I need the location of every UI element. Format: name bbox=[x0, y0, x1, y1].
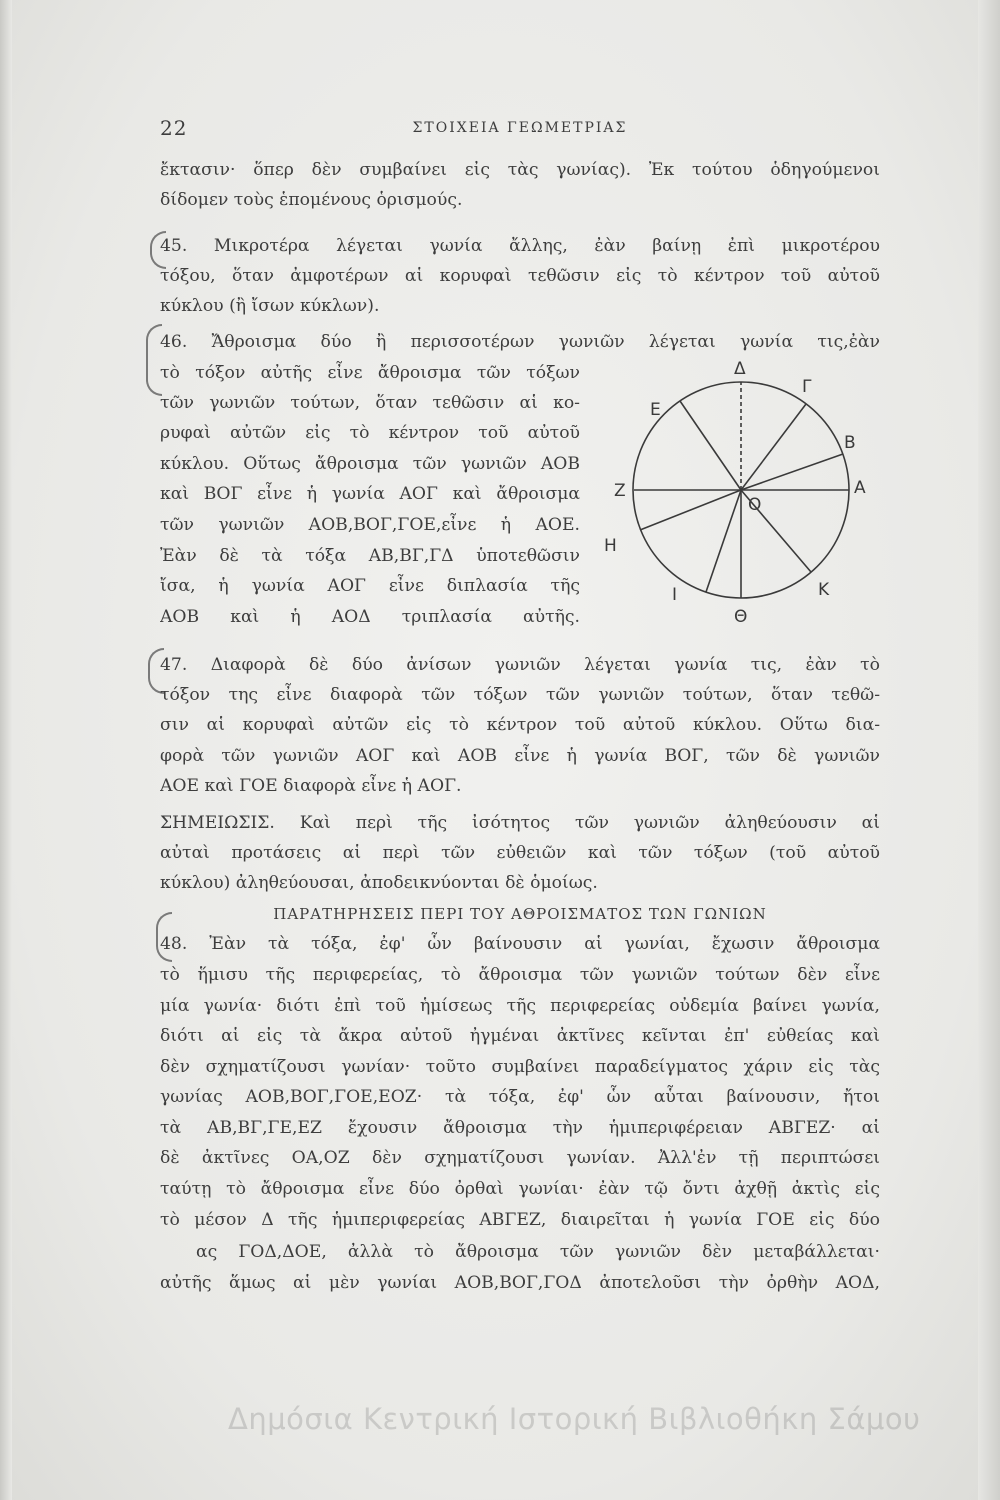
text-line: 48. Ἐὰν τὰ τόξα, ἐφ' ὧν βαίνουσιν αἱ γωνίαι, ἔχωσιν ἄθροισμα bbox=[160, 934, 880, 954]
label-Z: Z bbox=[614, 481, 626, 501]
text-line: τὸ ἥμισυ τῆς περιφερείας, τὸ ἄθροισμα τῶν γωνιῶν τούτων δὲν εἶνε bbox=[160, 965, 880, 985]
text-line: ρυφαὶ αὐτῶν εἰς τὸ κέντρον τοῦ αὐτοῦ bbox=[160, 423, 580, 443]
text-line: φορὰ τῶν γωνιῶν ΑΟΓ καὶ ΑΟΒ εἶνε ἡ γωνία ΒΟΓ, τῶν δὲ γωνιῶν bbox=[160, 746, 880, 766]
radius-OE bbox=[680, 401, 741, 490]
page-left-edge bbox=[0, 0, 12, 1500]
text-line: Ἐὰν δὲ τὰ τόξα ΑΒ,ΒΓ,ΓΔ ὑποτεθῶσιν bbox=[160, 546, 580, 566]
text-line: δὲν σχηματίζουσι γωνίαν· τοῦτο συμβαίνει παραδείγματος χάριν εἰς τὰς bbox=[160, 1057, 880, 1077]
text-line: ας ΓΟΔ,ΔΟΕ, ἀλλὰ τὸ ἄθροισμα τῶν γωνιῶν δὲν μεταβάλλεται· bbox=[196, 1242, 880, 1262]
label-I: I bbox=[672, 585, 678, 605]
text-line: αὐτῆς ἅμως αἱ μὲν γωνίαι ΑΟΒ,ΒΟΓ,ΓΟΔ ἀποτελοῦσι τὴν ὀρθὴν ΑΟΔ, bbox=[160, 1273, 880, 1293]
text-line: δίδομεν τοὺς ἑπομένους ὁρισμούς. bbox=[160, 190, 463, 210]
page-number: 22 bbox=[160, 116, 188, 140]
radius-OH bbox=[640, 490, 741, 530]
circle-angles-figure bbox=[596, 360, 888, 632]
label-B: B bbox=[844, 433, 856, 453]
label-A: A bbox=[854, 478, 866, 498]
text-line: κύκλου) ἀληθεύουσαι, ἀποδεικνύονται δὲ ὁμοίως. bbox=[160, 873, 598, 893]
text-line: διότι αἱ εἰς τὰ ἄκρα αὐτοῦ ἠγμέναι ἀκτῖνες κεῖνται ἐπ' εὐθείας καὶ bbox=[160, 1026, 880, 1046]
text-line: ΑΟΒ καὶ ἡ ΑΟΔ τριπλασία αὐτῆς. bbox=[160, 607, 580, 627]
library-watermark: Δημόσια Κεντρική Ιστορική Βιβλιοθήκη Σάμου bbox=[228, 1402, 921, 1436]
label-Theta: Θ bbox=[734, 607, 748, 627]
text-line: σιν αἱ κορυφαὶ αὐτῶν εἰς τὸ κέντρον τοῦ αὐτοῦ κύκλου. Οὕτω δια- bbox=[160, 715, 880, 735]
text-line: καὶ ΒΟΓ εἶνε ἡ γωνία ΑΟΓ καὶ ἄθροισμα bbox=[160, 484, 580, 504]
text-line: ἔκτασιν· ὅπερ δὲν συμβαίνει εἰς τὰς γωνίας). Ἐκ τούτου ὁδηγούμενοι bbox=[160, 160, 880, 180]
text-line: τὸ τόξον αὐτῆς εἶνε ἄθροισμα τῶν τόξων bbox=[160, 363, 580, 383]
text-line: τῶν γωνιῶν ΑΟΒ,ΒΟΓ,ΓΟΕ,εἶνε ἡ ΑΟΕ. bbox=[160, 515, 580, 535]
text-line: ΣΗΜΕΙΩΣΙΣ. Καὶ περὶ τῆς ἰσότητος τῶν γωνιῶν ἀληθεύουσιν αἱ bbox=[160, 813, 880, 833]
text-line: ἴσα, ἡ γωνία ΑΟΓ εἶνε διπλασία τῆς bbox=[160, 576, 580, 596]
text-line: 45. Μικροτέρα λέγεται γωνία ἄλλης, ἐὰν βαίνῃ ἐπὶ μικροτέρου bbox=[160, 236, 880, 256]
text-line: δὲ ἀκτῖνες ΟΑ,ΟΖ δὲν σχηματίζουσι γωνίαν. Ἀλλ'ἐν τῇ περιπτώσει bbox=[160, 1148, 880, 1168]
text-line: τὰ ΑΒ,ΒΓ,ΓΕ,ΕΖ ἔχουσιν ἄθροισμα τὴν ἡμιπεριφέρειαν ΑΒΓΕΖ· αἱ bbox=[160, 1118, 880, 1138]
text-line: αὐταὶ προτάσεις αἱ περὶ τῶν εὐθειῶν καὶ τῶν τόξων (τοῦ αὐτοῦ bbox=[160, 843, 880, 863]
section-heading: ΠΑΡΑΤΗΡΗΣΕΙΣ ΠΕΡΙ ΤΟΥ ΑΘΡΟΙΣΜΑΤΟΣ ΤΩΝ ΓΩΝΙΩΝ bbox=[273, 905, 767, 923]
page-right-edge bbox=[978, 0, 1000, 1500]
text-line: τόξον της εἶνε διαφορὰ τῶν τόξων τῶν γωνιῶν τούτων, ὅταν τεθῶ- bbox=[160, 685, 880, 705]
text-line: κύκλου. Οὕτως ἄθροισμα τῶν γωνιῶν ΑΟΒ bbox=[160, 454, 580, 474]
text-line: γωνίας ΑΟΒ,ΒΟΓ,ΓΟΕ,ΕΟΖ· τὰ τόξα, ἐφ' ὧν αὗται βαίνουσιν, ἤτοι bbox=[160, 1087, 880, 1107]
page-header bbox=[160, 116, 880, 146]
label-K: K bbox=[818, 580, 830, 600]
text-line: τῶν γωνιῶν τούτων, ὅταν τεθῶσιν αἱ κο- bbox=[160, 393, 580, 413]
text-line: ταύτῃ τὸ ἄθροισμα εἶνε δύο ὀρθαὶ γωνίαι· ἐὰν τῷ ὄντι ἀχθῇ ἀκτὶς εἰς bbox=[160, 1179, 880, 1199]
label-H: H bbox=[604, 536, 617, 556]
text-line: μία γωνία· διότι ἐπὶ τοῦ ἡμίσεως τῆς περιφερείας οὐδεμία βαίνει γωνία, bbox=[160, 996, 880, 1016]
text-line: τὸ μέσον Δ τῆς ἡμιπεριφερείας ΑΒΓΕΖ, διαιρεῖται ἡ γωνία ΓΟΕ εἰς δύο bbox=[160, 1210, 880, 1230]
running-title: ΣΤΟΙΧΕΙΑ ΓΕΩΜΕΤΡΙΑΣ bbox=[412, 120, 628, 136]
radius-OB bbox=[741, 454, 843, 490]
radius-OI bbox=[706, 490, 741, 592]
label-E: E bbox=[650, 400, 661, 420]
text-line: 46. Ἄθροισμα δύο ἢ περισσοτέρων γωνιῶν λέγεται γωνία τις,ἐὰν bbox=[160, 332, 880, 352]
label-Gamma: Γ bbox=[802, 377, 812, 397]
label-O: O bbox=[748, 495, 762, 515]
label-Delta: Δ bbox=[734, 360, 746, 379]
radius-OG bbox=[741, 404, 806, 490]
text-line: κύκλου (ἢ ἴσων κύκλων). bbox=[160, 296, 380, 316]
text-line: ΑΟΕ καὶ ΓΟΕ διαφορὰ εἶνε ἡ ΑΟΓ. bbox=[160, 776, 462, 796]
text-line: 47. Διαφορὰ δὲ δύο ἀνίσων γωνιῶν λέγεται γωνία τις, ἐὰν τὸ bbox=[160, 655, 880, 675]
text-line: τόξου, ὅταν ἀμφοτέρων αἱ κορυφαὶ τεθῶσιν εἰς τὸ κέντρον τοῦ αὐτοῦ bbox=[160, 266, 880, 286]
